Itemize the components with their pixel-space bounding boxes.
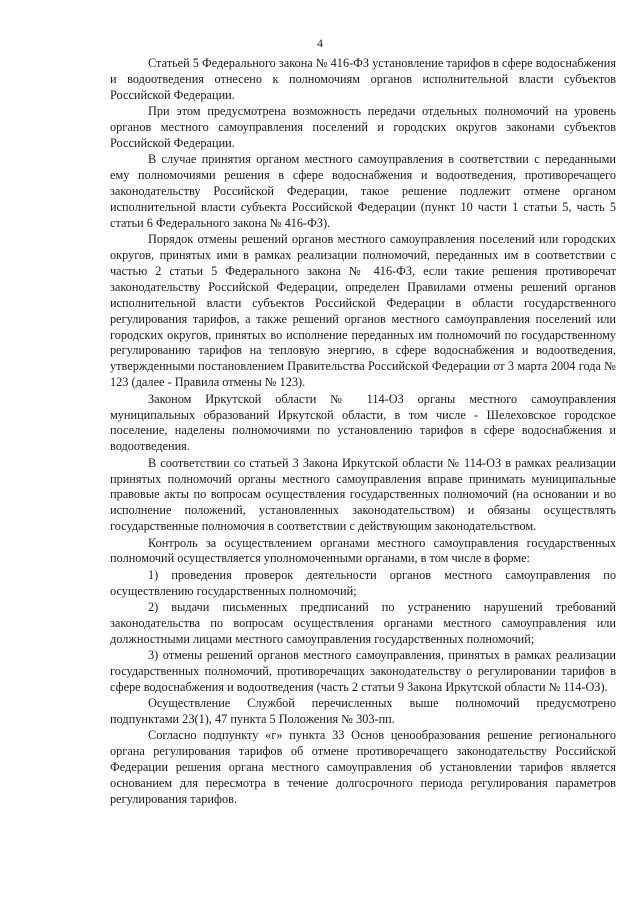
paragraph: Согласно подпункту «г» пункта 33 Основ ценообразования решение регионального органа регулирования тарифов об отмене противоречащего законодательству Российской Федерации решения органа местного самоуправления об установлении тарифов является основанием для пересмотра в течение долгосрочного периода регулирования параметров регулирования тарифов. xyxy=(110,728,616,806)
paragraph: В случае принятия органом местного самоуправления в соответствии с переданными ему полномочиями решения в сфере водоснабжения и водоотведения, противоречащего законодательству Российской Федерации, такое решение подлежит отмене органом исполнительной власти субъекта Российской Федерации (пункт 10 части 1 статьи 5, часть 5 статьи 6 Федерального закона № 416-ФЗ). xyxy=(110,152,616,230)
page-number: 4 xyxy=(317,36,323,50)
paragraph: При этом предусмотрена возможность передачи отдельных полномочий на уровень органов местного самоуправления поселений и городских округов законами субъектов Российской Федерации. xyxy=(110,104,616,150)
paragraph: Контроль за осуществлением органами местного самоуправления государственных полномочий осуществляется уполномоченными органами, в том числе в форме: xyxy=(110,535,616,566)
document-body xyxy=(110,56,616,808)
list-item: 2) выдачи письменных предписаний по устранению нарушений требований законодательства по вопросам осуществления органами местного самоуправления или должностными лицами местного самоуправления государственных полномочий; xyxy=(110,599,616,646)
list-item: 1) проведения проверок деятельности органов местного самоуправления по осуществлению государственных полномочий; xyxy=(110,567,616,598)
paragraph: В соответствии со статьей 3 Закона Иркутской области № 114-ОЗ в рамках реализации принятых полномочий органы местного самоуправления вправе принимать муниципальные правовые акты по вопросам осуществления государственных полномочий (на основании и во исполнение положений, установленных законодательством) и обязаны осуществлять государственные полномочия в соответствии с действующим законодательством. xyxy=(110,455,616,534)
paragraph: Осуществление Службой перечисленных выше полномочий предусмотрено подпунктами 23(1), 47 пункта 5 Положения № 303-пп. xyxy=(110,696,616,727)
paragraph: Законом Иркутской области № 114-ОЗ органы местного самоуправления муниципальных образований Иркутской области, в том числе - Шелеховское городское поселение, наделены полномочиями по установлению тарифов в сфере водоснабжения и водоотведения. xyxy=(110,391,616,454)
list-item: 3) отмены решений органов местного самоуправления, принятых в рамках реализации государственных полномочий, противоречащих законодательству о регулировании тарифов в сфере водоснабжения и водоотведения (часть 2 статьи 9 Закона Иркутской области № 114-ОЗ). xyxy=(110,648,616,694)
paragraph: Статьей 5 Федерального закона № 416-ФЗ установление тарифов в сфере водоснабжения и водоотведения отнесено к полномочиям органов исполнительной власти субъектов Российской Федерации. xyxy=(110,56,616,102)
paragraph: Порядок отмены решений органов местного самоуправления поселений или городских округов, принятых ими в рамках реализации полномочий, переданных им в соответствии с частью 2 статьи 5 Федерального закона № 416-ФЗ, если такие решения противоречат законодательству Российской Федерации, определен Правилами отмены решений органов исполнительной власти субъектов Российской Федерации в области государственного регулирования тарифов, а также решений органов местного самоуправления поселений или городских округов, принятых во исполнение переданных им полномочий по государственному регулированию тарифов на тепловую энергию, в сфере водоснабжения и водоотведения, утвержденными постановлением Правительства Российской Федерации от 3 марта 2004 года № 123 (далее - Правила отмены № 123). xyxy=(110,232,616,390)
